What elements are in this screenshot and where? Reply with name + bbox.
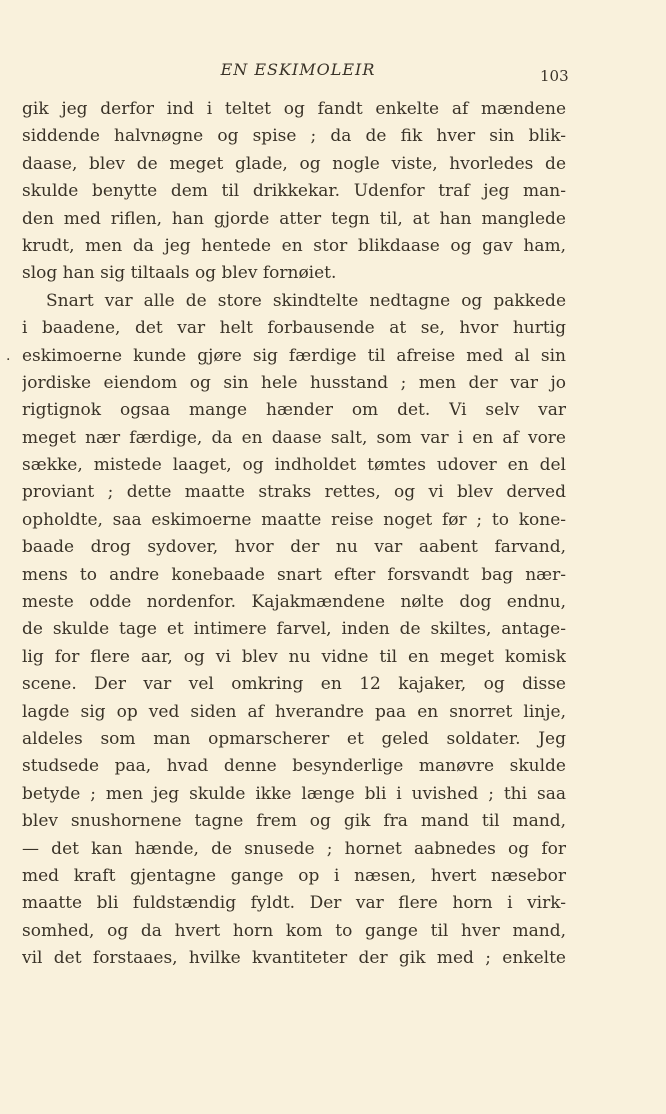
text-line: somhed, og da hvert horn kom to gange til hver mand,	[22, 920, 566, 941]
running-head	[0, 58, 666, 85]
page-number: 103	[540, 67, 569, 85]
text-line: sække, mistede laaget, og indholdet tømtes udover en del	[22, 455, 566, 476]
text-line: rigtignok ogsaa mange hænder om det. Vi selv var	[22, 400, 566, 421]
text-line: baade drog sydover, hvor der nu var aabent farvand,	[22, 537, 566, 558]
text-line: aldeles som man opmarscherer et geled soldater. Jeg	[22, 728, 566, 749]
text-line: skulde benytte dem til drikkekar. Udenfor traf jeg man-	[22, 181, 566, 202]
text-line: lagde sig op ved siden af hverandre paa en snorret linje,	[22, 701, 566, 722]
text-line: mens to andre konebaade snart efter forsvandt bag nær-	[22, 564, 566, 585]
text-line: scene. Der var vel omkring en 12 kajaker, og disse	[22, 674, 566, 695]
running-head-title: EN ESKIMOLEIR	[220, 60, 376, 79]
text-line: opholdte, saa eskimoerne maatte reise noget før ; to kone-	[22, 509, 566, 530]
text-line: blev snushornene tagne frem og gik fra mand til mand,	[22, 811, 566, 832]
text-line: jordiske eiendom og sin hele husstand ; men der var jo	[22, 372, 566, 393]
text-line: proviant ; dette maatte straks rettes, og vi blev derved	[22, 482, 566, 503]
text-line: den med riflen, han gjorde atter tegn til, at han manglede	[22, 208, 566, 229]
margin-mark: .	[6, 348, 11, 364]
text-line: gik jeg derfor ind i teltet og fandt enkelte af mændene	[22, 99, 566, 119]
text-line: lig for flere aar, og vi blev nu vidne til en meget komisk	[22, 646, 566, 667]
text-line: med kraft gjentagne gange op i næsen, hvert næsebor	[22, 865, 566, 886]
text-line: daase, blev de meget glade, og nogle viste, hvorledes de	[22, 153, 566, 174]
text-line: maatte bli fuldstændig fyldt. Der var flere horn i virk-	[22, 893, 566, 914]
text-line: Snart var alle de store skindtelte nedtagne og pakkede	[46, 290, 566, 311]
text-line: studsede paa, hvad denne besynderlige manøvre skulde	[22, 756, 566, 777]
text-line: slog han sig tiltaals og blev fornøiet.	[22, 263, 337, 284]
text-line: meste odde nordenfor. Kajakmændene nølte dog endnu,	[22, 592, 566, 613]
text-line: — det kan hænde, de snusede ; hornet aabnedes og for	[22, 838, 566, 859]
text-line: i baadene, det var helt forbausende at se, hvor hurtig	[22, 318, 566, 339]
text-line: siddende halvnøgne og spise ; da de fik hver sin blik-	[22, 126, 566, 147]
body-text	[22, 96, 566, 973]
text-line: eskimoerne kunde gjøre sig færdige til afreise med al sin	[22, 345, 566, 366]
text-line: krudt, men da jeg hentede en stor blikdaase og gav ham,	[22, 235, 566, 256]
text-line: meget nær færdige, da en daase salt, som var i en af vore	[22, 427, 566, 448]
text-line: vil det forstaaes, hvilke kvantiteter der gik med ; enkelte	[22, 948, 566, 969]
text-line: betyde ; men jeg skulde ikke længe bli i uvished ; thi saa	[22, 783, 566, 804]
text-line: de skulde tage et intimere farvel, inden de skiltes, antage-	[22, 619, 566, 640]
